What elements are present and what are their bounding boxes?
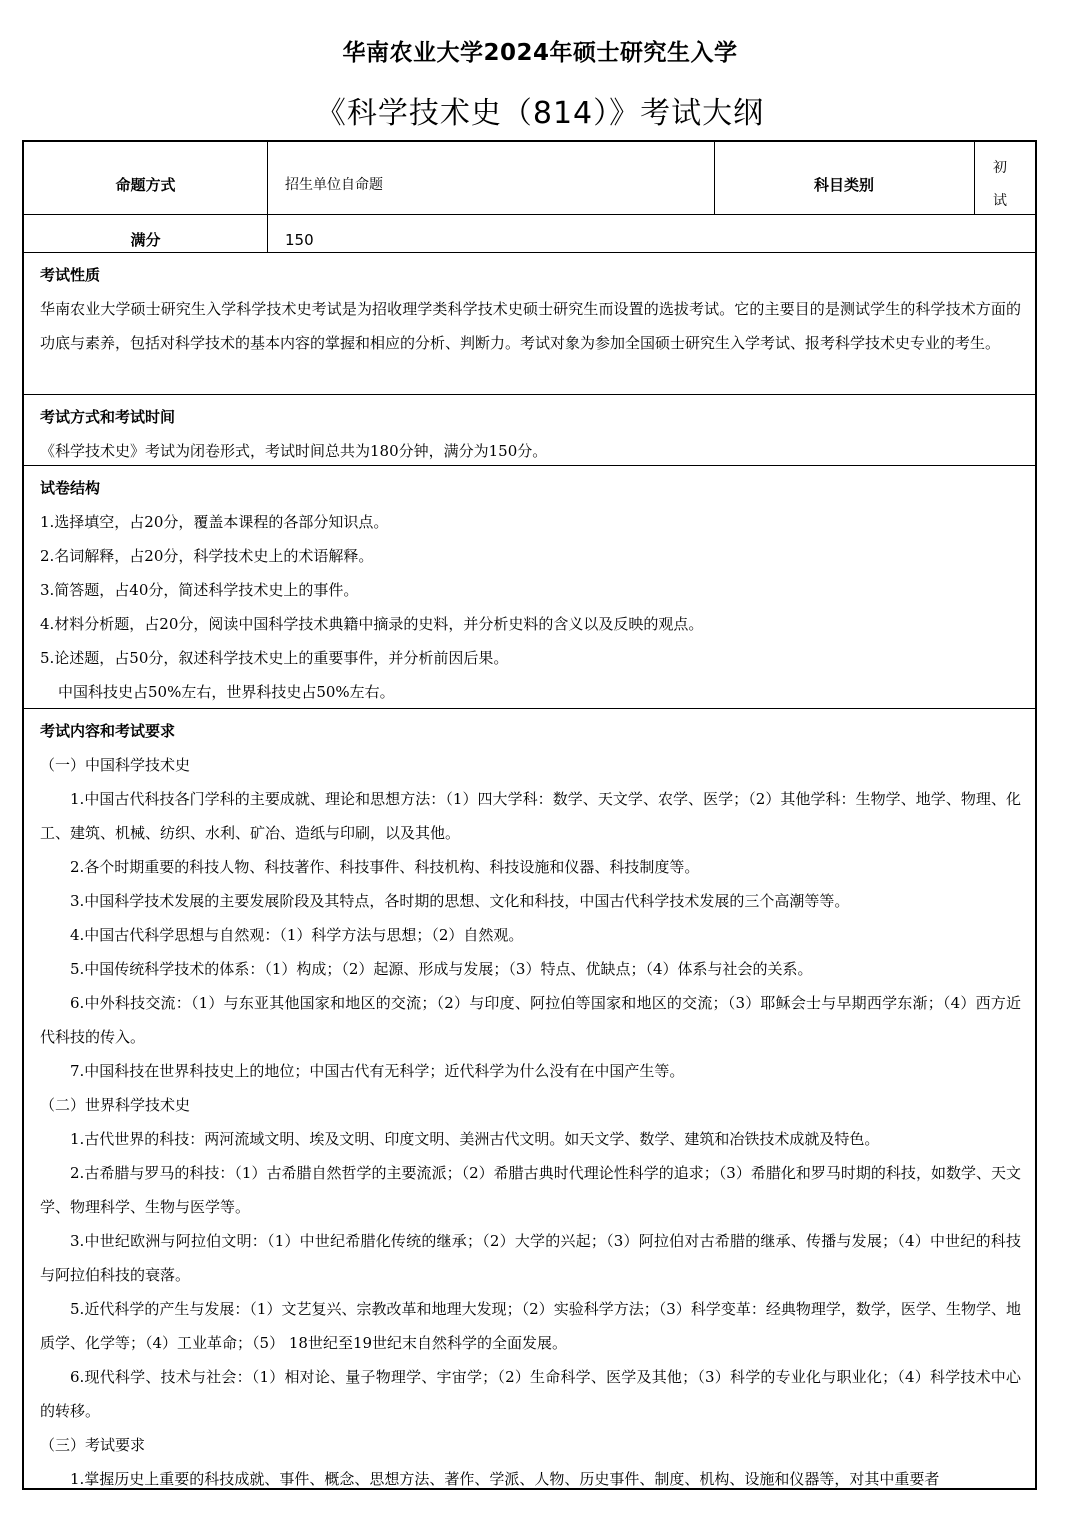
content-part2-item: 2.古希腊与罗马的科技：（1）古希腊自然哲学的主要流派；（2）希腊古典时代理论性科学的追求；（3）希腊化和罗马时期的科技，如数学、天文学、物理科学、生物与医学等。 xyxy=(40,1164,1021,1216)
content-part1-title: （一）中国科学技术史 xyxy=(40,756,191,774)
label-method: 命题方式 xyxy=(115,176,176,194)
content-part1-item: 4.中国古代科学思想与自然观：（1）科学方法与思想；（2）自然观。 xyxy=(70,926,524,944)
structure-item: 5.论述题，占50分，叙述科学技术史上的重要事件，并分析前因后果。 xyxy=(40,649,509,667)
nature-text: 华南农业大学硕士研究生入学科学技术史考试是为招收理学类科学技术史硕士研究生而设置的选拔考试。它的主要目的是测试学生的科学技术方面的功底与素养，包括对科学技术的基本内容的掌握和相应的分析、判断力。考试对象为参加全国硕士研究生入学考试、报考科学技术史专业的考生。 xyxy=(40,300,1021,352)
document-title-line1: 华南农业大学2024年硕士研究生入学 xyxy=(342,40,738,66)
content-part2-item: 3.中世纪欧洲与阿拉伯文明：（1）中世纪希腊化传统的继承；（2）大学的兴起；（3）阿拉伯对古希腊的继承、传播与发展；（4）中世纪的科技与阿拉伯科技的衰落。 xyxy=(40,1232,1021,1284)
content-part3-item: 1.掌握历史上重要的科技成就、事件、概念、思想方法、著作、学派、人物、历史事件、制度、机构、设施和仪器等，对其中重要者 xyxy=(70,1470,940,1488)
content-part2-item: 1.古代世界的科技：两河流域文明、埃及文明、印度文明、美洲古代文明。如天文学、数学、建筑和冶铁技术成就及特色。 xyxy=(70,1130,880,1148)
value-category-char1: 初 xyxy=(993,160,1007,176)
table-row-method xyxy=(24,142,1035,215)
content-part1-item: 1.中国古代科技各门学科的主要成就、理论和思想方法：（1）四大学科：数学、天文学、农学、医学；（2）其他学科：生物学、地学、物理、化工、建筑、机械、纺织、水利、矿冶、造纸与印刷，以及其他。 xyxy=(40,790,1021,842)
content-part1-item: 5.中国传统科学技术的体系：（1）构成；（2）起源、形成与发展；（3）特点、优缺点；（4）体系与社会的关系。 xyxy=(70,960,813,978)
section-title-content: 考试内容和考试要求 xyxy=(40,722,176,740)
label-score: 满分 xyxy=(130,231,161,249)
structure-item: 3.简答题，占40分，简述科学技术史上的事件。 xyxy=(40,581,359,599)
content-part3-title: （三）考试要求 xyxy=(40,1436,146,1454)
content-part2-item: 5.近代科学的产生与发展：（1）文艺复兴、宗教改革和地理大发现；（2）实验科学方法；（3）科学变革：经典物理学，数学，医学、生物学、地质学、化学等；（4）工业革命；（5） 18世纪至19世纪末自然科学的全面发展。 xyxy=(40,1300,1021,1352)
structure-item: 1.选择填空，占20分，覆盖本课程的各部分知识点。 xyxy=(40,513,389,531)
section-exam-format xyxy=(24,395,1035,466)
content-part1-item: 6.中外科技交流：（1）与东亚其他国家和地区的交流；（2）与印度、阿拉伯等国家和地区的交流；（3）耶稣会士与早期西学东渐；（4）西方近代科技的传入。 xyxy=(40,994,1021,1046)
structure-item: 2.名词解释，占20分，科学技术史上的术语解释。 xyxy=(40,547,374,565)
content-part1-item: 2.各个时期重要的科技人物、科技著作、科技事件、科技机构、科技设施和仪器、科技制度等。 xyxy=(70,858,700,876)
section-title-nature: 考试性质 xyxy=(40,266,101,284)
content-part1-item: 7.中国科技在世界科技史上的地位；中国古代有无科学；近代科学为什么没有在中国产生等。 xyxy=(70,1062,685,1080)
value-category-char2: 试 xyxy=(993,193,1007,209)
format-text: 《科学技术史》考试为闭卷形式，考试时间总共为180分钟，满分为150分。 xyxy=(40,442,548,460)
label-category: 科目类别 xyxy=(813,176,874,194)
structure-note: 中国科技史占50%左右，世界科技史占50%左右。 xyxy=(58,683,395,701)
table-row-score xyxy=(24,215,1035,253)
syllabus-table xyxy=(22,140,1037,1490)
section-exam-nature xyxy=(24,253,1035,395)
content-part1-item: 3.中国科学技术发展的主要发展阶段及其特点，各时期的思想、文化和科技，中国古代科学技术发展的三个高潮等等。 xyxy=(70,892,850,910)
value-score: 150 xyxy=(285,231,314,249)
document-title-line2: 《科学技术史（814）》考试大纲 xyxy=(315,96,765,131)
section-exam-content xyxy=(24,709,1035,1490)
section-paper-structure xyxy=(24,466,1035,709)
structure-item: 4.材料分析题，占20分，阅读中国科学技术典籍中摘录的史料，并分析史料的含义以及反映的观点。 xyxy=(40,615,704,633)
section-title-structure: 试卷结构 xyxy=(40,479,101,497)
content-part2-item: 6.现代科学、技术与社会：（1）相对论、量子物理学、宇宙学；（2）生命科学、医学及其他；（3）科学的专业化与职业化；（4）科学技术中心的转移。 xyxy=(40,1368,1021,1420)
value-method: 招生单位自命题 xyxy=(285,177,383,193)
section-title-format: 考试方式和考试时间 xyxy=(40,408,176,426)
content-part2-title: （二）世界科学技术史 xyxy=(40,1096,191,1114)
